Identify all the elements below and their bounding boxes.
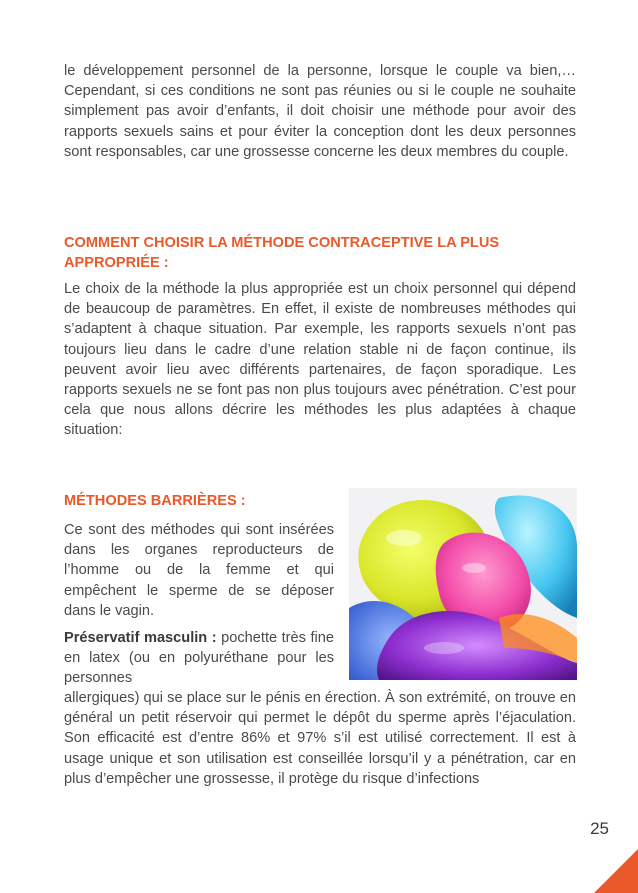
choose-method-paragraph: Le choix de la méthode la plus appropriée est un choix personnel qui dépend de beaucoup de paramètres. En effet, il existe de nombreuses méthodes qui s’adaptent à chaque situation. Par exemple, les rapports sexuels n’ont pas toujours lieu dans le cadre d’une relation stable ni de façon continue, ils peuvent avoir lieu avec différents partenaires, de façon sporadique. Les rapports sexuels ne se font pas non plus toujours avec pénétration. C’est pour cela que nous allons décrire les méthodes les plus adaptées à chaque situation: [64, 281, 576, 439]
condom-description-top: pochette très fine en latex (ou en polyuréthane pour les personnes [64, 630, 334, 687]
condoms-photo [349, 488, 577, 680]
corner-decoration [594, 849, 638, 893]
page-number: 25 [590, 819, 609, 838]
section-heading-choose-method: COMMENT CHOISIR LA MÉTHODE CONTRACEPTIVE LA PLUS APPROPRIÉE : [64, 235, 500, 271]
intro-paragraph: le développement personnel de la personne, lorsque le couple va bien,… Cependant, si ces conditions ne sont pas réunies ou si le couple ne souhaite simplement pas avoir d’enfants, il doit choisir une méthode pour avoir des rapports sexuels sains et pour éviter la conception dont les deux personnes sont responsables, car une grossesse concerne les deux membres du couple. [64, 63, 576, 160]
condom-term: Préservatif masculin : [64, 630, 217, 646]
condom-paragraph-top [64, 628, 334, 689]
condom-paragraph-rest: allergiques) qui se place sur le pénis en érection. À son extrémité, on trouve en général un petit réservoir qui permet le dépôt du sperme après l’éjaculation. Son efficacité est d’entre 86% et 97% s’il est utilisé correctement. Il est à usage unique et son utilisation est conseillée lorsqu’il y a pénétration, car en plus d’empêcher une grossesse, il protège du risque d’infections [64, 690, 576, 787]
barrier-methods-paragraph: Ce sont des méthodes qui sont insérées dans les organes reproducteurs de l’homme ou de la femme et qui empêchent le sperme de se déposer dans le vagin. [64, 522, 334, 619]
section-heading-barrier-methods: MÉTHODES BARRIÈRES : [64, 493, 246, 509]
